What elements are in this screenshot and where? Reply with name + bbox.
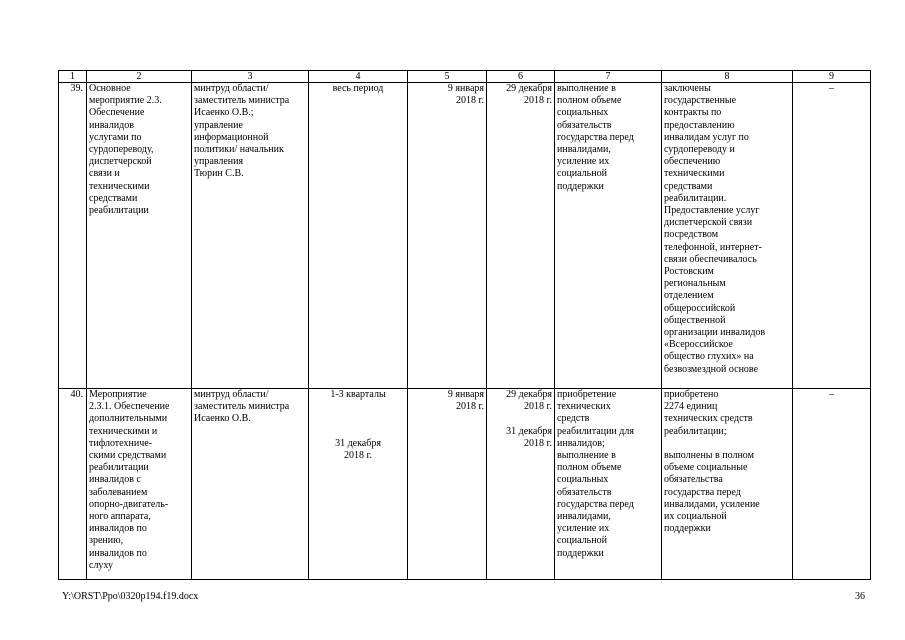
header-cell: 9 bbox=[793, 71, 871, 83]
header-cell: 3 bbox=[192, 71, 309, 83]
activity-name: Основное мероприятие 2.3. Обеспечение инвалидов услугами по сурдопереводу, диспетчерской связи и техническими средствами реабилитации bbox=[87, 83, 192, 389]
expected-result: приобретение технических средств реабилитации для инвалидов; выполнение в полном объеме социальных обязательств государства перед инвалидами, усиление их социальной поддержки bbox=[555, 389, 662, 580]
header-cell: 5 bbox=[408, 71, 487, 83]
actual-result: заключены государственные контракты по предоставлению инвалидам услуг по сурдопереводу и обеспечению техническими средствами реабилитации. Предоставление услуг диспетчерской связи посредством телефонной, интернет- связи обеспечивалось Ростовским региональным отделением общероссийской общественной организации инвалидов «Всероссийское общество глухих» на безвозмездной основе bbox=[662, 83, 793, 389]
activity-name: Мероприятие 2.3.1. Обеспечение дополнительными техническими и тифлотехниче- скими средствами реабилитации инвалидов с заболеванием опорно-двигатель- ного аппарата, инвалидов по зрению, инвалидов по слуху bbox=[87, 389, 192, 580]
header-cell: 6 bbox=[487, 71, 555, 83]
actual-result: приобретено 2274 единиц технических средств реабилитации; выполнены в полном объеме социальные обязательства государства перед инвалидами, усиление их социальной поддержки bbox=[662, 389, 793, 580]
report-table bbox=[58, 70, 871, 580]
implementation-period: весь период bbox=[309, 83, 408, 389]
row-number: 39. bbox=[59, 83, 87, 389]
row-number: 40. bbox=[59, 389, 87, 580]
table-row bbox=[59, 389, 871, 580]
note: – bbox=[793, 389, 871, 580]
page-number: 36 bbox=[855, 591, 865, 602]
header-cell: 2 bbox=[87, 71, 192, 83]
table-row bbox=[59, 83, 871, 389]
column-number-header bbox=[59, 71, 871, 83]
implementation-period: 1-3 кварталы 31 декабря 2018 г. bbox=[309, 389, 408, 580]
header-cell: 7 bbox=[555, 71, 662, 83]
end-date: 29 декабря 2018 г. 31 декабря 2018 г. bbox=[487, 389, 555, 580]
expected-result: выполнение в полном объеме социальных обязательств государства перед инвалидами, усиление их социальной поддержки bbox=[555, 83, 662, 389]
responsible-executor: минтруд области/ заместитель министра Исаенко О.В. bbox=[192, 389, 309, 580]
header-cell: 1 bbox=[59, 71, 87, 83]
start-date: 9 января 2018 г. bbox=[408, 389, 487, 580]
header-cell: 8 bbox=[662, 71, 793, 83]
responsible-executor: минтруд области/ заместитель министра Исаенко О.В.; управление информационной политики/ начальник управления Тюрин С.В. bbox=[192, 83, 309, 389]
header-cell: 4 bbox=[309, 71, 408, 83]
start-date: 9 января 2018 г. bbox=[408, 83, 487, 389]
file-path: Y:\ORST\Ppo\0320p194.f19.docx bbox=[62, 591, 199, 602]
end-date: 29 декабря 2018 г. bbox=[487, 83, 555, 389]
note: – bbox=[793, 83, 871, 389]
